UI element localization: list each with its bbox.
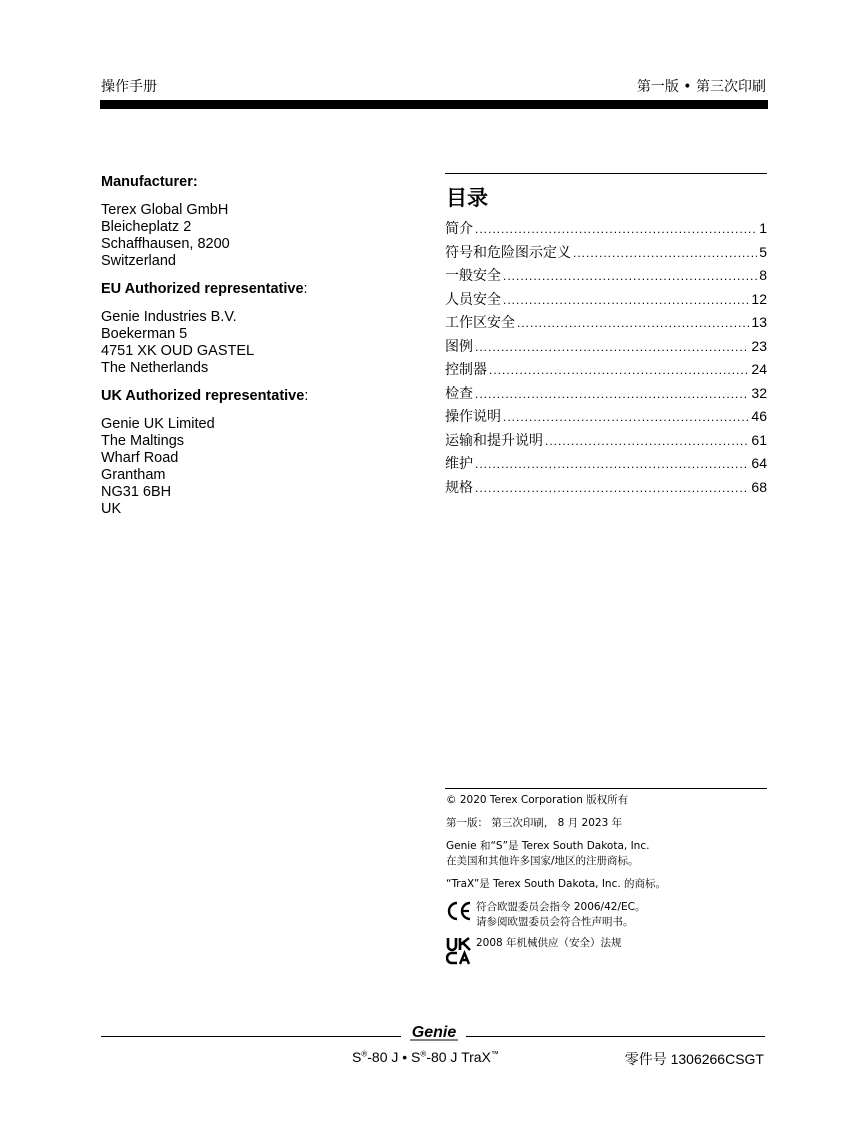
- header-manual-title: 操作手册: [101, 79, 157, 95]
- toc-entry-label: 维护: [445, 456, 473, 472]
- address-column: [101, 174, 401, 529]
- ce-compliance-row: [446, 900, 767, 930]
- toc-entry-label: 控制器: [445, 362, 487, 378]
- eu-rep-address: [101, 309, 401, 377]
- manufacturer-address: [101, 202, 401, 270]
- footer-model-name: [352, 1049, 499, 1065]
- address-line: Grantham: [101, 467, 166, 483]
- toc-leader-dots: [475, 481, 749, 495]
- registered-mark: ®: [361, 1049, 368, 1059]
- toc-entry-page: 8: [759, 267, 767, 283]
- toc-leader-dots: [573, 246, 757, 260]
- toc-entry[interactable]: [445, 289, 767, 313]
- toc-entry-page: 61: [751, 431, 767, 448]
- toc-entry-label: 运输和提升说明: [445, 432, 543, 449]
- toc-leader-dots: [503, 293, 749, 307]
- toc-top-rule: [445, 173, 767, 174]
- uk-rep-heading: [101, 388, 401, 405]
- address-line: The Netherlands: [101, 360, 209, 376]
- footer-part-number: 零件号 1306266CSGT: [624, 1051, 764, 1067]
- toc-entry[interactable]: [445, 477, 767, 501]
- toc-entry[interactable]: [445, 383, 767, 407]
- model-mid: -80 J • S: [367, 1049, 421, 1065]
- eu-rep-colon: :: [303, 281, 308, 297]
- address-line: Genie Industries B.V.: [101, 309, 237, 325]
- toc-list: [445, 218, 767, 500]
- toc-entry-label: 人员安全: [445, 291, 501, 308]
- toc-entry-label: 图例: [445, 338, 473, 355]
- toc-title: 目录: [446, 186, 488, 210]
- ukca-mark-icon: [446, 936, 476, 971]
- toc-leader-dots: [475, 387, 749, 401]
- ukca-compliance-text: 2008 年机械供应（安全）法规: [476, 937, 622, 949]
- toc-leader-dots: [489, 363, 749, 377]
- model-s: S: [352, 1049, 362, 1065]
- ce-mark-icon: [446, 900, 476, 927]
- toc-entry-page: 5: [759, 243, 767, 260]
- toc-entry-page: 12: [751, 290, 767, 307]
- copyright-notice: © 2020 Terex Corporation 版权所有: [446, 794, 629, 806]
- address-line: Genie UK Limited: [101, 416, 215, 432]
- toc-entry[interactable]: [445, 430, 767, 454]
- ukca-compliance-row: [446, 936, 767, 971]
- edition-notice: 第一版： 第三次印刷， 8 月 2023 年: [446, 817, 623, 829]
- toc-entry[interactable]: [445, 265, 767, 289]
- toc-entry-label: 规格: [445, 479, 473, 496]
- trademark-mark: ™: [490, 1049, 499, 1059]
- toc-entry[interactable]: [445, 453, 767, 477]
- address-line: UK: [101, 501, 122, 517]
- toc-leader-dots: [475, 457, 749, 471]
- trademark-line-2: 在美国和其他许多国家/地区的注册商标。: [446, 855, 639, 867]
- header-rule: [100, 100, 768, 109]
- uk-rep-colon: :: [304, 388, 309, 404]
- address-line: 4751 XK OUD GASTEL: [101, 343, 255, 359]
- footer-rule-left: [101, 1036, 401, 1037]
- toc-entry-page: 68: [751, 478, 767, 495]
- copyright-rule: [445, 788, 767, 789]
- eu-rep-heading-text: EU Authorized representative: [101, 281, 304, 297]
- toc-entry-label: 一般安全: [445, 268, 501, 284]
- eu-rep-heading: [101, 281, 401, 298]
- address-line: Schaffhausen, 8200: [101, 236, 230, 252]
- genie-logo-text: Genie: [411, 1024, 457, 1041]
- table-of-contents: [445, 173, 767, 500]
- uk-rep-address: [101, 416, 401, 518]
- toc-entry-page: 46: [751, 408, 767, 424]
- trademark-line-1: Genie 和“S”是 Terex South Dakota, Inc.: [446, 840, 650, 852]
- toc-entry-page: 13: [751, 314, 767, 330]
- ce-compliance-text: [476, 900, 645, 930]
- toc-entry[interactable]: [445, 336, 767, 360]
- toc-entry-label: 工作区安全: [445, 315, 515, 331]
- toc-entry-label: 检查: [445, 385, 473, 402]
- toc-entry[interactable]: [445, 312, 767, 336]
- toc-entry-page: 32: [751, 384, 767, 401]
- toc-entry[interactable]: [445, 242, 767, 266]
- toc-entry[interactable]: [445, 406, 767, 430]
- address-line: Bleicheplatz 2: [101, 219, 192, 235]
- ce-line-2: 请参阅欧盟委员会符合性声明书。: [476, 916, 634, 928]
- toc-entry[interactable]: [445, 218, 767, 242]
- address-line: NG31 6BH: [101, 484, 172, 500]
- address-line: Boekerman 5: [101, 326, 188, 342]
- manufacturer-heading: Manufacturer:: [101, 174, 198, 190]
- address-line: Switzerland: [101, 253, 176, 269]
- model-end: -80 J TraX: [426, 1049, 491, 1065]
- address-line: Wharf Road: [101, 450, 179, 466]
- ce-line-1: 符合欧盟委员会指令 2006/42/EC。: [476, 901, 646, 913]
- toc-leader-dots: [545, 434, 749, 448]
- registered-mark: ®: [420, 1049, 427, 1059]
- uk-rep-heading-text: UK Authorized representative: [101, 388, 305, 404]
- trax-trademark-notice: “TraX”是 Terex South Dakota, Inc. 的商标。: [446, 878, 667, 890]
- toc-leader-dots: [503, 410, 749, 424]
- toc-entry-label: 操作说明: [445, 409, 501, 425]
- footer-rule-right: [466, 1036, 765, 1037]
- copyright-block: [445, 788, 767, 977]
- toc-entry-page: 24: [751, 361, 767, 377]
- toc-leader-dots: [517, 316, 749, 330]
- toc-entry-label: 简介: [445, 221, 473, 237]
- toc-entry[interactable]: [445, 359, 767, 383]
- toc-entry-label: 符号和危险图示定义: [445, 244, 571, 261]
- address-line: The Maltings: [101, 433, 185, 449]
- toc-leader-dots: [503, 269, 757, 283]
- trademark-notice: [446, 839, 767, 869]
- toc-leader-dots: [475, 340, 749, 354]
- address-line: Terex Global GmbH: [101, 202, 229, 218]
- genie-logo: [406, 1022, 462, 1044]
- toc-entry-page: 64: [751, 455, 767, 471]
- toc-entry-page: 1: [759, 220, 767, 236]
- toc-entry-page: 23: [751, 337, 767, 354]
- toc-leader-dots: [475, 222, 757, 236]
- header-edition: 第一版 • 第三次印刷: [636, 79, 766, 95]
